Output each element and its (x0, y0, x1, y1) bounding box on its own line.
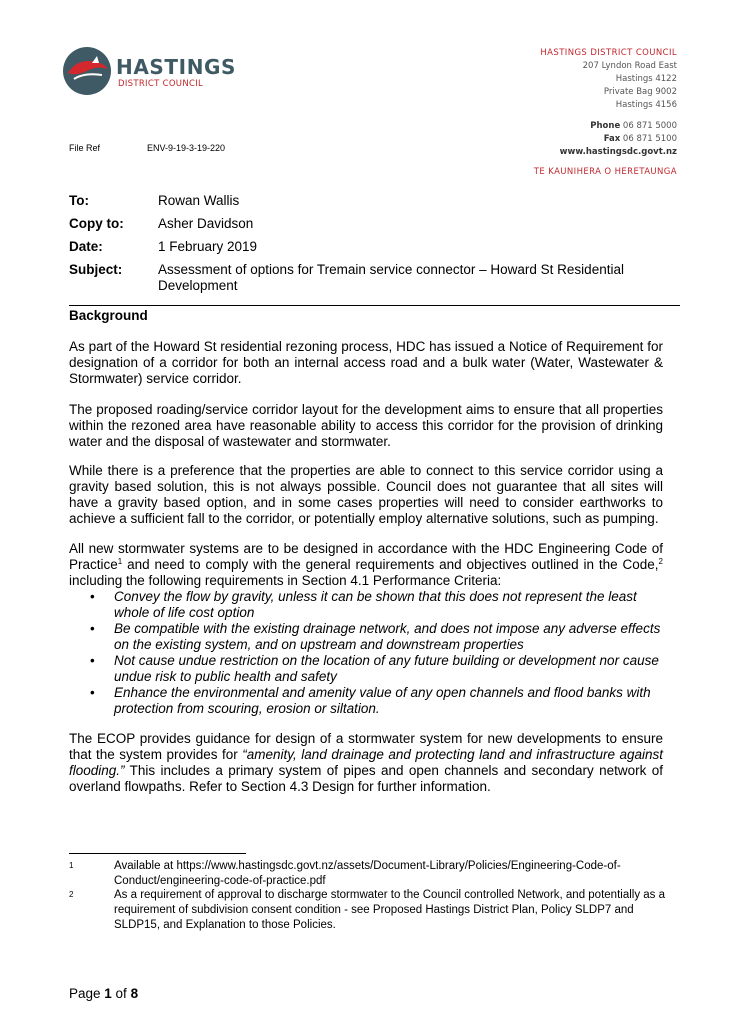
ecop-quote: “amenity, land drainage and protecting land and infrastructure against flooding.” (69, 747, 663, 778)
list-item: • Enhance the environmental and amenity value of any open channels and flood banks with protection from scouring, erosion or siltation. (69, 685, 663, 717)
list-item: • Be compatible with the existing drainage network, and does not impose any adverse effects on the existing system, and on upstream and downstream properties (69, 621, 663, 653)
memo-copy-value: Asher Davidson (158, 216, 254, 231)
council-address-block (437, 47, 677, 179)
logo-subtitle: DISTRICT COUNCIL (118, 79, 204, 89)
footnote-text: As a requirement of approval to discharge stormwater to the Council controlled Network, and potentially as a requirement of subdivision consent condition - see Proposed Hastings District Plan, Policy SLDP7 and SLDP15, and Explanation to those Policies. (114, 889, 666, 931)
address-council-name: HASTINGS DISTRICT COUNCIL (540, 48, 677, 58)
footnote-text: Available at https://www.hastingsdc.govt.nz/assets/Document-Library/Policies/Engineering-Code-of-Conduct/engineering-code-of-practice.pdf (114, 860, 621, 887)
memo-date-label: Date: (69, 239, 103, 254)
memo-subject-label: Subject: (69, 262, 123, 277)
memo-to-label: To: (69, 193, 89, 208)
address-line: Hastings 4122 (615, 74, 677, 84)
footnote-ref-2: 2 (658, 557, 663, 566)
header-divider (69, 305, 680, 306)
council-logo (62, 46, 242, 102)
hastings-emblem-icon (62, 46, 112, 96)
address-maori-name: TE KAUNIHERA O HERETAUNGA (533, 167, 677, 177)
file-ref-value: ENV-9-19-3-19-220 (147, 143, 226, 153)
file-ref (69, 143, 226, 153)
address-fax: Fax 06 871 5100 (603, 134, 677, 144)
paragraph-2: The proposed roading/service corridor layout for the development aims to ensure that all properties within the rezoned area have reasonable ability to access this corridor for the provision of drinking water and the disposal of wastewater and stormwater. (69, 402, 663, 449)
footnote-divider (69, 853, 246, 854)
address-website: www.hastingsdc.govt.nz (559, 147, 677, 157)
page-number: Page 1 of 8 (69, 986, 139, 1001)
address-line: Hastings 4156 (615, 100, 677, 110)
performance-criteria-list (69, 589, 663, 717)
footnote-ref-1: 1 (117, 557, 123, 566)
paragraph-3: While there is a preference that the properties are able to connect to this service corridor using a gravity based solution, this is not always possible. Council does not guarantee that all sites will have a gravity based option, and in some cases properties will need to consider earthworks to achieve a sufficient fall to the corridor, or potentially employ alternative solutions, such as pumping. (69, 463, 663, 526)
file-ref-label: File Ref (69, 143, 101, 153)
memo-copy-label: Copy to: (69, 216, 124, 231)
address-phone: Phone 06 871 5000 (590, 121, 677, 131)
memo-date-value: 1 February 2019 (158, 239, 258, 254)
address-line: 207 Lyndon Road East (582, 61, 677, 71)
address-line: Private Bag 9002 (603, 87, 677, 97)
list-item: • Convey the flow by gravity, unless it can be shown that this does not represent the least whole of life cost option (69, 589, 663, 621)
paragraph-5: The ECOP provides guidance for design of a stormwater system for new developments to ensure that the system provides for “amenity, land drainage and protecting land and infrastructure against flooding.” This includes a primary system of pipes and open channels and secondary network of overland flowpaths. Refer to Section 4.3 Design for further information. (69, 731, 663, 794)
memo-subject-value: Assessment of options for Tremain service connector – Howard St Residential Development (158, 262, 624, 293)
footnote-number: 2 (69, 890, 74, 899)
logo-wordmark: HASTINGS (116, 55, 237, 79)
footnote-number: 1 (69, 861, 74, 870)
list-item: • Not cause undue restriction on the location of any future building or development nor cause undue risk to public health and safety (69, 653, 663, 685)
section-heading-background: Background (69, 308, 148, 323)
paragraph-4: All new stormwater systems are to be designed in accordance with the HDC Engineering Code of Practice$^1$ and need to comply with the general requirements and objectives outlined in the Code,$^2$ including the following requirements in Section 4.1 Performance Criteria: • Convey the flow by gravity, unless it can be shown that this does not represent the least whole of life cost option • Be compatible with the existing drainage network, and does not impose any adverse effects on the existing system, and on upstream and downstream properties • Not cause undue restriction on the location of any future building or development nor cause undue risk to public health and safety • Enhance the environmental and amenity value of any open channels and flood banks with protection from scouring, erosion or siltation. (69, 541, 663, 717)
memo-to-value: Rowan Wallis (158, 193, 240, 208)
paragraph-1: As part of the Howard St residential rezoning process, HDC has issued a Notice of Requirement for designation of a corridor for both an internal access road and a bulk water (Water, Wastewater & Stormwater) service corridor. (69, 339, 663, 386)
